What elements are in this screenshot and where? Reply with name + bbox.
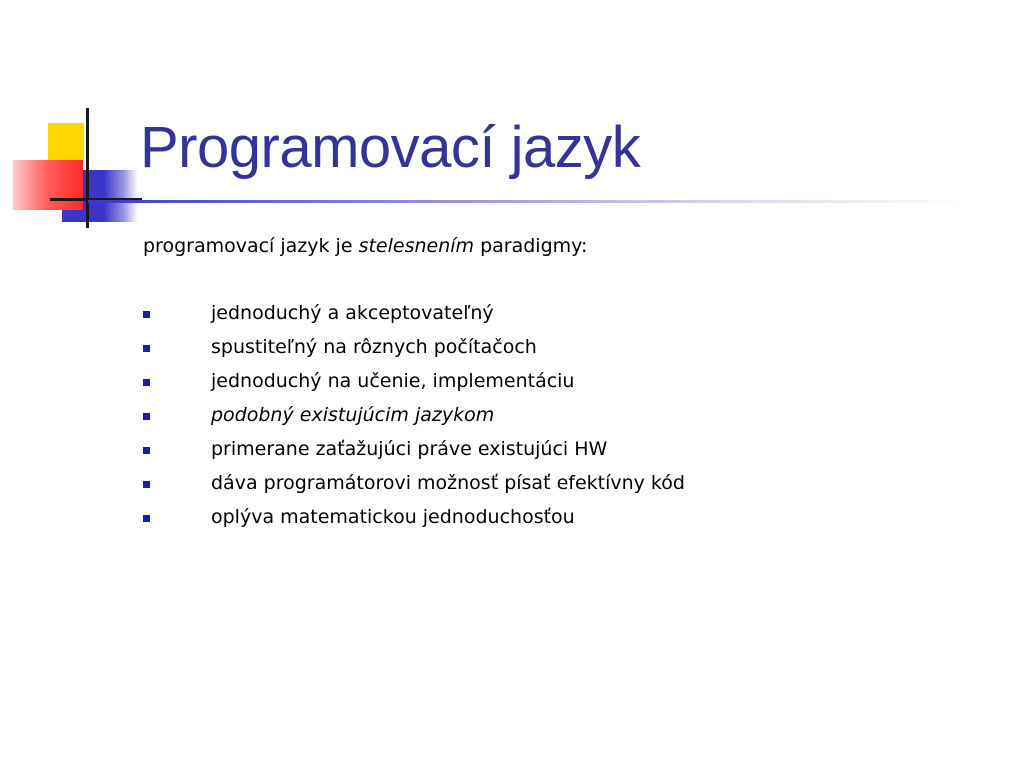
intro-text: [143, 232, 587, 260]
bullet-square-icon: [143, 311, 150, 318]
list-item-text: oplýva matematickou jednoduchosťou: [211, 506, 575, 528]
list-item-text: dáva programátorovi možnosť písať efektívny kód: [211, 472, 685, 494]
slide-title: Programovací jazyk: [140, 115, 641, 180]
intro-before: programovací jazyk je: [143, 235, 359, 257]
bullet-square-icon: [143, 481, 150, 488]
title-underline: [88, 200, 968, 203]
bullet-square-icon: [143, 515, 150, 522]
list-item-text: jednoduchý na učenie, implementáciu: [211, 370, 575, 392]
bullet-square-icon: [143, 447, 150, 454]
list-item-text: primerane zaťažujúci práve existujúci HW: [211, 438, 608, 460]
red-square-shape: [13, 160, 83, 210]
list-item-text: podobný existujúcim jazykom: [211, 404, 495, 426]
intro-emphasis: stelesnením: [358, 235, 475, 257]
intro-after: paradigmy:: [474, 235, 588, 257]
yellow-square-shape: [48, 123, 84, 163]
list-item-text: jednoduchý a akceptovateľný: [211, 302, 494, 324]
bullet-square-icon: [143, 413, 150, 420]
vertical-line: [86, 108, 89, 228]
decorative-logo: [0, 0, 150, 240]
bullet-square-icon: [143, 379, 150, 386]
list-item-text: spustiteľný na rôznych počítačoch: [211, 336, 537, 358]
bullet-square-icon: [143, 345, 150, 352]
